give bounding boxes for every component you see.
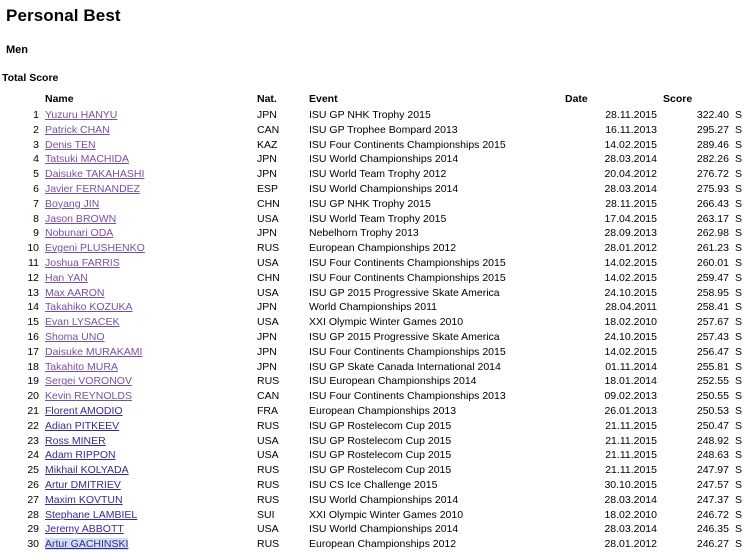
cell-name <box>42 241 254 256</box>
cell-flag: S <box>735 449 743 462</box>
cell-event: ISU World Championships 2014 <box>309 182 459 195</box>
cell-event: ISU GP 2015 Progressive Skate America <box>309 286 500 299</box>
cell-nat: JPN <box>257 227 277 240</box>
cell-date: 14.02.2015 <box>604 345 657 358</box>
cell-name <box>42 226 254 241</box>
cell-flag: S <box>735 286 743 299</box>
cell-flag: S <box>735 109 743 121</box>
cell-event: ISU Four Continents Championships 2015 <box>309 345 506 358</box>
cell-score: 248.63 <box>696 449 729 462</box>
cell-score: 266.43 <box>696 197 729 210</box>
cell-event: ISU GP Rostelecom Cup 2015 <box>309 464 452 477</box>
cell-name <box>42 256 254 271</box>
cell-date: 21.11.2015 <box>605 419 657 432</box>
cell-name <box>42 389 254 404</box>
cell-date: 28.09.2013 <box>604 227 657 240</box>
cell-rank: 18 <box>27 360 39 373</box>
cell-flag: S <box>735 316 743 329</box>
cell-event: ISU World Championships 2014 <box>309 493 459 506</box>
cell-name <box>42 182 254 197</box>
cell-date: 28.03.2014 <box>604 153 657 166</box>
cell-name <box>42 537 254 552</box>
cell-rank: 19 <box>27 375 39 388</box>
cell-rank: 2 <box>33 123 39 136</box>
cell-nat: CAN <box>257 390 280 403</box>
cell-date: 24.10.2015 <box>604 330 657 343</box>
cell-nat: CAN <box>257 123 280 136</box>
cell-score: 250.47 <box>696 419 729 432</box>
cell-nat: JPN <box>257 301 277 314</box>
cell-rank: 4 <box>33 153 39 166</box>
personal-best-table <box>2 92 747 552</box>
cell-name <box>42 360 254 375</box>
cell-rank: 24 <box>27 449 39 462</box>
table-row <box>2 537 747 552</box>
cell-name <box>42 300 254 315</box>
cell-rank: 16 <box>27 330 39 343</box>
skater-link[interactable]: Maxim KOVTUN <box>45 493 123 506</box>
skater-link[interactable]: Stephane LAMBIEL <box>45 508 138 521</box>
cell-nat: RUS <box>257 375 280 388</box>
cell-date: 28.11.2015 <box>605 197 657 210</box>
cell-date: 18.02.2010 <box>604 316 657 329</box>
column-header-rank <box>2 92 42 108</box>
cell-event: ISU GP Rostelecom Cup 2015 <box>309 419 452 432</box>
cell-date: 14.02.2015 <box>604 271 657 284</box>
cell-date: 01.11.2014 <box>605 360 657 373</box>
cell-rank: 8 <box>33 212 39 225</box>
table-row <box>2 463 747 478</box>
table-row <box>2 389 747 404</box>
cell-nat: SUI <box>257 508 275 521</box>
table-row <box>2 300 747 315</box>
cell-nat: FRA <box>257 404 278 417</box>
page-container <box>0 6 747 558</box>
cell-flag: S <box>735 464 743 477</box>
cell-nat: USA <box>257 316 279 329</box>
skater-link[interactable]: Yuzuru HANYU <box>45 109 118 121</box>
skater-link[interactable]: Max AARON <box>45 286 105 299</box>
cell-rank: 10 <box>27 242 39 255</box>
cell-date: 21.11.2015 <box>605 434 657 447</box>
cell-date: 18.01.2014 <box>604 375 657 388</box>
cell-date: 21.11.2015 <box>605 464 657 477</box>
cell-rank: 30 <box>27 538 39 551</box>
table-row <box>2 241 747 256</box>
cell-rank: 29 <box>27 523 39 536</box>
cell-rank: 26 <box>27 478 39 491</box>
cell-event: ISU Four Continents Championships 2015 <box>309 271 506 284</box>
cell-date: 28.03.2014 <box>604 523 657 536</box>
table-row <box>2 197 747 212</box>
cell-score: 247.37 <box>696 493 729 506</box>
cell-score: 263.17 <box>696 212 729 225</box>
cell-name <box>42 197 254 212</box>
skater-link[interactable]: Joshua FARRIS <box>45 256 120 269</box>
cell-name <box>42 419 254 434</box>
skater-link[interactable]: Adam RIPPON <box>45 449 116 462</box>
skater-link[interactable]: Jason BROWN <box>45 212 117 225</box>
cell-score: 275.93 <box>696 182 729 195</box>
cell-flag: S <box>735 271 743 284</box>
skater-link[interactable]: Adian PITKEEV <box>45 419 120 432</box>
cell-event: ISU GP Rostelecom Cup 2015 <box>309 449 452 462</box>
skater-link[interactable]: Nobunari ODA <box>45 227 114 240</box>
cell-rank: 1 <box>33 109 39 121</box>
table-row <box>2 226 747 241</box>
table-row <box>2 330 747 345</box>
column-header-flag <box>732 92 747 108</box>
cell-name <box>42 152 254 167</box>
cell-date: 28.01.2012 <box>604 242 657 255</box>
cell-name <box>42 315 254 330</box>
cell-event: ISU GP Trophee Bompard 2013 <box>309 123 458 136</box>
cell-rank: 17 <box>27 345 39 358</box>
table-row <box>2 448 747 463</box>
cell-flag: S <box>735 182 743 195</box>
column-header-name: Name <box>45 93 74 105</box>
cell-nat: JPN <box>257 109 277 121</box>
cell-flag: S <box>735 153 743 166</box>
table-row <box>2 493 747 508</box>
cell-event: ISU World Championships 2014 <box>309 523 459 536</box>
cell-flag: S <box>735 493 743 506</box>
cell-nat: USA <box>257 212 279 225</box>
cell-date: 18.02.2010 <box>604 508 657 521</box>
cell-nat: USA <box>257 286 279 299</box>
table-row <box>2 256 747 271</box>
cell-event: ISU GP 2015 Progressive Skate America <box>309 330 500 343</box>
skater-link[interactable]: Boyang JIN <box>45 197 100 210</box>
cell-name <box>42 108 254 123</box>
cell-nat: ESP <box>257 182 279 195</box>
skater-link[interactable]: Evgeni PLUSHENKO <box>45 242 145 255</box>
cell-flag: S <box>735 508 743 521</box>
skater-link[interactable]: Shoma UNO <box>45 330 105 343</box>
cell-score: 257.67 <box>696 316 729 329</box>
table-row <box>2 508 747 523</box>
cell-name <box>42 345 254 360</box>
cell-date: 16.11.2013 <box>605 123 657 136</box>
skater-link[interactable]: Daisuke MURAKAMI <box>45 345 143 358</box>
cell-score: 289.46 <box>696 138 729 151</box>
column-header-score: Score <box>663 93 693 105</box>
cell-rank: 6 <box>33 182 39 195</box>
cell-flag: S <box>735 212 743 225</box>
skater-link[interactable]: Tatsuki MACHIDA <box>45 153 130 166</box>
cell-score: 262.98 <box>696 227 729 240</box>
cell-flag: S <box>735 123 743 136</box>
cell-name <box>42 374 254 389</box>
cell-rank: 20 <box>27 390 39 403</box>
cell-date: 09.02.2013 <box>604 390 657 403</box>
cell-flag: S <box>735 478 743 491</box>
skater-link[interactable]: Artur GACHINSKI <box>45 538 129 551</box>
cell-event: XXI Olympic Winter Games 2010 <box>309 508 464 521</box>
table-row <box>2 404 747 419</box>
cell-name <box>42 493 254 508</box>
section-heading-men: Men <box>6 44 28 56</box>
cell-event: ISU GP Skate Canada International 2014 <box>309 360 501 373</box>
column-header-date: Date <box>565 93 588 105</box>
cell-event: ISU Four Continents Championships 2013 <box>309 390 506 403</box>
skater-link[interactable]: Evan LYSACEK <box>45 316 120 329</box>
cell-rank: 9 <box>33 227 39 240</box>
skater-link[interactable]: Takahito MURA <box>45 360 118 373</box>
table-row <box>2 271 747 286</box>
cell-event: World Championships 2011 <box>309 301 438 314</box>
cell-nat: USA <box>257 256 279 269</box>
cell-score: 276.72 <box>696 168 729 181</box>
cell-score: 247.57 <box>696 478 729 491</box>
cell-name <box>42 434 254 449</box>
cell-date: 28.04.2011 <box>605 301 657 314</box>
cell-nat: JPN <box>257 153 277 166</box>
cell-nat: RUS <box>257 493 280 506</box>
cell-nat: CHN <box>257 271 280 284</box>
skater-link[interactable]: Florent AMODIO <box>45 404 123 417</box>
cell-score: 246.27 <box>696 538 729 551</box>
cell-rank: 25 <box>27 464 39 477</box>
cell-date: 28.11.2015 <box>605 109 657 121</box>
cell-nat: USA <box>257 449 279 462</box>
cell-date: 28.01.2012 <box>604 538 657 551</box>
cell-flag: S <box>735 301 743 314</box>
cell-event: ISU GP Rostelecom Cup 2015 <box>309 434 452 447</box>
cell-flag: S <box>735 434 743 447</box>
cell-event: ISU CS Ice Challenge 2015 <box>309 478 438 491</box>
cell-flag: S <box>735 330 743 343</box>
cell-date: 14.02.2015 <box>604 256 657 269</box>
cell-date: 14.02.2015 <box>604 138 657 151</box>
cell-nat: KAZ <box>257 138 278 151</box>
table-row <box>2 108 747 123</box>
table-body <box>2 108 747 552</box>
cell-flag: S <box>735 360 743 373</box>
cell-nat: USA <box>257 434 279 447</box>
page-title: Personal Best <box>6 6 121 25</box>
table-row <box>2 478 747 493</box>
skater-link[interactable]: Takahiko KOZUKA <box>45 301 133 314</box>
cell-rank: 13 <box>27 286 39 299</box>
cell-nat: RUS <box>257 242 280 255</box>
cell-event: Nebelhorn Trophy 2013 <box>309 227 419 240</box>
cell-score: 260.01 <box>696 256 729 269</box>
table-row <box>2 345 747 360</box>
cell-date: 17.04.2015 <box>604 212 657 225</box>
skater-link[interactable]: Denis TEN <box>45 138 96 151</box>
cell-flag: S <box>735 138 743 151</box>
cell-name <box>42 212 254 227</box>
cell-event: ISU GP NHK Trophy 2015 <box>309 197 431 210</box>
cell-event: ISU World Championships 2014 <box>309 153 459 166</box>
cell-flag: S <box>735 538 743 551</box>
skater-link[interactable]: Artur DMITRIEV <box>45 478 121 491</box>
skater-link[interactable]: Ross MINER <box>45 434 106 447</box>
cell-flag: S <box>735 390 743 403</box>
table-row <box>2 286 747 301</box>
skater-link[interactable]: Jeremy ABBOTT <box>45 523 124 536</box>
cell-score: 258.41 <box>696 301 729 314</box>
cell-flag: S <box>735 256 743 269</box>
cell-score: 282.26 <box>696 153 729 166</box>
table-row <box>2 434 747 449</box>
cell-score: 259.47 <box>696 271 729 284</box>
table-row <box>2 152 747 167</box>
cell-event: ISU European Championships 2014 <box>309 375 477 388</box>
cell-rank: 21 <box>27 404 39 417</box>
table-row <box>2 374 747 389</box>
cell-date: 26.01.2013 <box>604 404 657 417</box>
cell-event: European Championships 2012 <box>309 242 457 255</box>
cell-event: ISU World Team Trophy 2012 <box>309 168 447 181</box>
cell-name <box>42 123 254 138</box>
table-row <box>2 360 747 375</box>
table-row <box>2 315 747 330</box>
cell-name <box>42 478 254 493</box>
cell-event: ISU Four Continents Championships 2015 <box>309 256 506 269</box>
cell-nat: RUS <box>257 538 280 551</box>
skater-link[interactable]: Sergei VORONOV <box>45 375 132 388</box>
cell-nat: JPN <box>257 345 277 358</box>
cell-score: 255.81 <box>696 360 729 373</box>
table-row <box>2 522 747 537</box>
cell-score: 250.55 <box>696 390 729 403</box>
cell-nat: USA <box>257 523 279 536</box>
cell-score: 250.53 <box>696 404 729 417</box>
cell-name <box>42 522 254 537</box>
cell-rank: 15 <box>27 316 39 329</box>
skater-link[interactable]: Javier FERNANDEZ <box>45 182 141 195</box>
cell-rank: 27 <box>27 493 39 506</box>
cell-name <box>42 508 254 523</box>
table-row <box>2 419 747 434</box>
table-row <box>2 212 747 227</box>
cell-nat: RUS <box>257 478 280 491</box>
cell-rank: 23 <box>27 434 39 447</box>
cell-score: 252.55 <box>696 375 729 388</box>
cell-name <box>42 404 254 419</box>
cell-flag: S <box>735 419 743 432</box>
cell-rank: 12 <box>27 271 39 284</box>
cell-flag: S <box>735 227 743 240</box>
cell-name <box>42 330 254 345</box>
cell-nat: JPN <box>257 360 277 373</box>
cell-name <box>42 286 254 301</box>
cell-rank: 14 <box>27 301 39 314</box>
cell-nat: JPN <box>257 330 277 343</box>
table-row <box>2 182 747 197</box>
cell-score: 247.97 <box>696 464 729 477</box>
cell-event: European Championships 2013 <box>309 404 457 417</box>
cell-score: 246.35 <box>696 523 729 536</box>
cell-rank: 5 <box>33 168 39 181</box>
cell-event: ISU GP NHK Trophy 2015 <box>309 109 431 121</box>
cell-event: ISU World Team Trophy 2015 <box>309 212 447 225</box>
cell-date: 20.04.2012 <box>604 168 657 181</box>
cell-flag: S <box>735 197 743 210</box>
cell-score: 257.43 <box>696 330 729 343</box>
cell-nat: JPN <box>257 168 277 181</box>
cell-score: 261.23 <box>696 242 729 255</box>
cell-nat: CHN <box>257 197 280 210</box>
table-header <box>2 92 747 108</box>
cell-rank: 11 <box>28 256 39 269</box>
cell-event: European Championships 2012 <box>309 538 457 551</box>
skater-link[interactable]: Patrick CHAN <box>45 123 110 136</box>
cell-score: 256.47 <box>696 345 729 358</box>
cell-date: 30.10.2015 <box>604 478 657 491</box>
cell-flag: S <box>735 523 743 536</box>
subsection-heading-total-score: Total Score <box>2 72 59 84</box>
skater-link[interactable]: Han YAN <box>45 271 88 284</box>
cell-event: XXI Olympic Winter Games 2010 <box>309 316 464 329</box>
cell-nat: RUS <box>257 419 280 432</box>
cell-score: 322.40 <box>696 109 729 121</box>
skater-link[interactable]: Mikhail KOLYADA <box>45 464 129 477</box>
cell-rank: 3 <box>33 138 39 151</box>
cell-date: 21.11.2015 <box>605 449 657 462</box>
cell-flag: S <box>735 345 743 358</box>
cell-score: 295.27 <box>696 123 729 136</box>
cell-date: 24.10.2015 <box>604 286 657 299</box>
cell-date: 28.03.2014 <box>604 182 657 195</box>
cell-name <box>42 138 254 153</box>
cell-name <box>42 448 254 463</box>
skater-link[interactable]: Daisuke TAKAHASHI <box>45 168 145 181</box>
skater-link[interactable]: Kevin REYNOLDS <box>45 390 132 403</box>
cell-rank: 7 <box>33 197 39 210</box>
cell-flag: S <box>735 168 743 181</box>
cell-nat: RUS <box>257 464 280 477</box>
cell-flag: S <box>735 242 743 255</box>
cell-date: 28.03.2014 <box>604 493 657 506</box>
cell-rank: 28 <box>27 508 39 521</box>
cell-name <box>42 167 254 182</box>
cell-score: 248.92 <box>696 434 729 447</box>
cell-score: 258.95 <box>696 286 729 299</box>
cell-name <box>42 271 254 286</box>
cell-flag: S <box>735 404 743 417</box>
cell-name <box>42 463 254 478</box>
table-row <box>2 138 747 153</box>
table-row <box>2 123 747 138</box>
cell-flag: S <box>735 375 743 388</box>
table-header-row <box>2 92 747 108</box>
column-header-nat: Nat. <box>257 93 277 105</box>
cell-rank: 22 <box>27 419 39 432</box>
cell-event: ISU Four Continents Championships 2015 <box>309 138 506 151</box>
column-header-event: Event <box>309 93 338 105</box>
cell-score: 246.72 <box>696 508 729 521</box>
table-row <box>2 167 747 182</box>
